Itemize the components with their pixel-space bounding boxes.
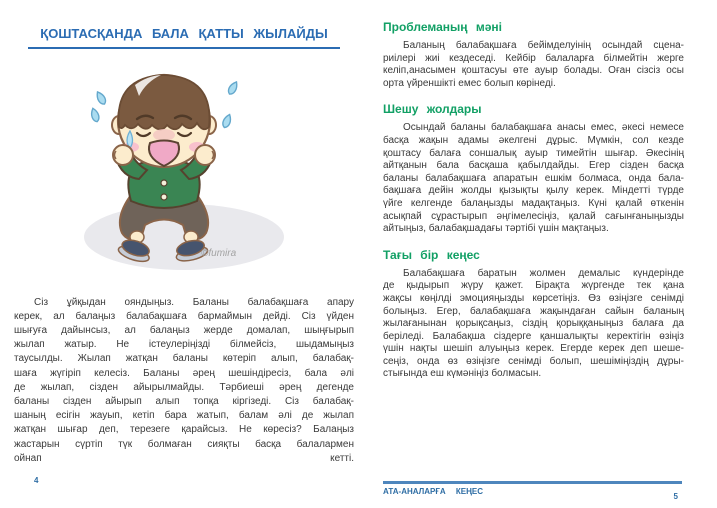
section-problem [383,20,684,90]
section-heading: Тағы бір кеңес [383,247,480,262]
section-solutions [383,102,684,235]
page-number-right: 5 [673,492,678,501]
text-line: жылап жатыр. Не істеулеріңізді білмейсіз, шыдамыңыз [14,339,354,351]
text-line: Баланың балабақшаға бейімделуінің осындай сцена- [403,40,684,51]
text-line: де жылап, сізден айырылмайды. Тәрбиеші әрең дегенде [14,381,354,393]
text-line: келіп,анасымен қоштасуы өте ауыр болады. Оған сізсіз осы [383,65,684,77]
text-line: таусылды. Жылап жатқан баланы көтеріп алып, балабақ- [14,353,354,365]
text-line: орта үйреншікті емес болып көрінеді. [383,77,556,89]
left-page [14,26,354,496]
text-line: беріледі. Балабақша сіздерге қаншалықты керектігін өзіңіз [383,330,684,342]
text-line: Балабақшаға баратын жолмен демалыс күндерінде [403,267,684,279]
page-title: ҚОШТАСҚАНДА БАЛА ҚАТТЫ ЖЫЛАЙДЫ [28,26,340,49]
text-line: Сіз ұйқыдан ояндыңыз. Баланы балабақшаға апару [34,296,354,308]
text-line: үйге келгенде балаңызды мадақтаңыз. Күні қалай өткенін [383,197,684,209]
text-line: риілері жиі кездеседі. Кейбір балаларға білмейтін жерге [383,52,684,64]
text-line: үшін нақты шешіп алуыңыз керек. Егерде керек деп шеше- [383,343,684,355]
right-page [383,20,684,508]
footer-rule [383,481,682,484]
section-body [383,122,684,235]
crying-child-drawing [79,67,289,272]
text-line: шаға жүгіріп келесіз. Баланы әрең шешіндіресіз, бала әлі [14,367,354,379]
text-line: жастарын сүртіп түк болмаған сияқты басқа балалармен [14,438,354,450]
section-heading: Проблеманың мәні [383,20,502,34]
text-line: асықпай сұрастырып әңгімелесіңіз, қалай сағынғаныңызды [383,210,684,222]
text-line: бақшаға дейін жолды қызықты қылу керек. Міндетті түрде [383,185,684,197]
section-body [383,268,684,381]
page-number-left: 4 [34,476,39,485]
text-line: сеңіз, онда өз өзіңізге сенімді болып, шешіміңіздің дұры- [383,355,684,367]
section-body [383,40,684,90]
text-line: айтқанын бала басқаша қабылдайды. Егер сізден басқа [383,160,684,172]
section-heading: Шешу жолдары [383,102,482,117]
text-line: шаның есігін жауып, кетіп бара жатып, балам әлі де жылап [14,410,354,422]
illustration-credit: ©fumira [201,247,237,259]
text-line: айтыңыз, балабақшадағы тәртібі үшін мақтаңыз. [383,223,609,235]
section-extra-advice [383,248,684,381]
text-line: де қыдырып жүру қажет. Бірақта жүргенде тек қана [383,280,684,292]
text-line: керек, ал балаңыз балабақшаға бармаймын дейді. Сіз үйден [14,310,354,322]
nose-blush [153,129,175,141]
hair [119,75,210,130]
text-line: болыңыз. Егер, балабақшаға жақындаған сайын баланың [383,305,684,317]
text-line: баланы балабақшаға апаратын ешкім болмаса, онда бала- [383,172,684,184]
left-body-paragraph [14,296,354,466]
text-line: стығында еш күмәніңіз болмасын. [383,368,542,380]
text-line: ойнап кетті. [14,452,354,464]
text-line: жақсы көңілді эмоцияңызды көрсетіңіз. Өз өзіңізге сенімді [383,292,684,304]
text-line: шығуға дайынсыз, ал балаңыз жерде домалап, шыңғырып [14,325,354,336]
text-line: қоштасу балаға соншалық ауыр тимейтін шығар. Әкесінің [383,147,684,159]
text-line: жылағанынан қорықсаңыз, сіздің қорыққаныңыз балаға да [383,318,684,330]
text-line: Осындай баланы балабақшаға анасы емес, әкесі немесе [403,122,684,134]
text-line: басқа жақын адамы әкелгені дұрыс. Мүмкін, сол кезде [383,134,684,146]
footer [383,481,682,496]
text-line: баланы сізден айырып алып топқа кіргізеді. Сіз балабақ- [14,396,354,408]
text-line: жатқан шығар деп, терезеге қарайсыз. Не көресіз? Балаңыз [14,424,354,436]
footer-title: АТА-АНАЛАРҒА КЕҢЕС [383,487,484,496]
crying-child-illustration [79,67,289,272]
